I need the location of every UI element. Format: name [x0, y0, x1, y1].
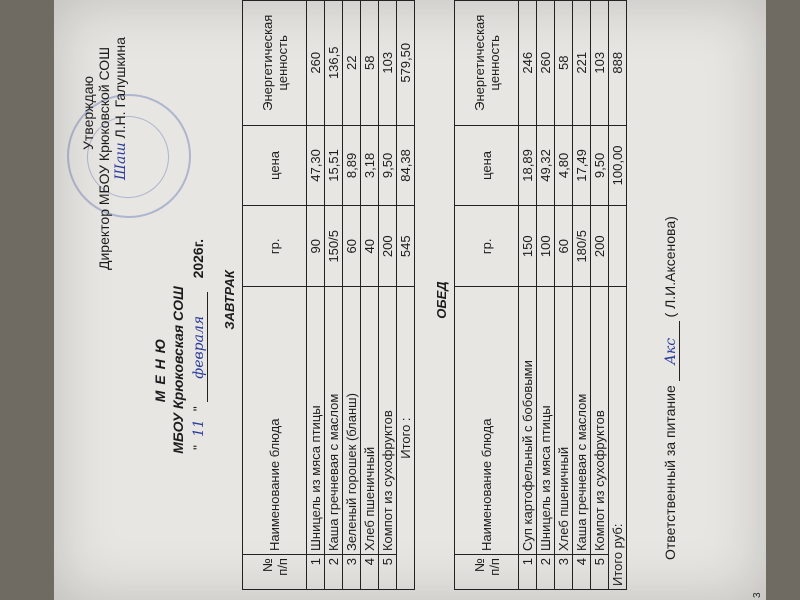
table-cell: 136,5: [325, 1, 343, 126]
total-cell: [609, 206, 627, 287]
table-cell: 1: [519, 555, 537, 590]
table-row: [555, 1, 573, 590]
date-year: 2026г.: [190, 238, 206, 279]
approval-line-3-wrap: [112, 0, 129, 270]
table-row: [343, 1, 361, 590]
approval-line-3: Л.Н. Галушкина: [112, 37, 128, 139]
date-quote-open: ": [190, 445, 206, 450]
table-cell: 2: [325, 555, 343, 590]
responsible-name: ( Л.И.Аксенова): [662, 216, 678, 318]
col-grams: гр.: [455, 206, 519, 287]
table-row: [519, 1, 537, 590]
total-cell: 100,00: [609, 125, 627, 206]
col-number: № п/п: [243, 555, 307, 590]
responsible-line: [662, 216, 680, 560]
date-month: февраля: [191, 292, 208, 402]
breakfast-table: [242, 0, 415, 590]
col-energy: Энергетическая ценность: [455, 1, 519, 126]
table-cell: Каша гречневая с маслом: [325, 287, 343, 555]
table-cell: 17,49: [573, 125, 591, 206]
col-energy: Энергетическая ценность: [243, 1, 307, 126]
table-cell: 100: [537, 206, 555, 287]
table-row: [325, 1, 343, 590]
table-cell: Компот из сухофруктов: [591, 287, 609, 555]
table-cell: 58: [555, 1, 573, 126]
table-cell: Шницель из мяса птицы: [307, 287, 325, 555]
table-row: [307, 1, 325, 590]
approval-block: [80, 0, 129, 270]
table-cell: 200: [591, 206, 609, 287]
table-cell: 221: [573, 1, 591, 126]
col-dish: Наименование блюда: [455, 287, 519, 555]
total-cell: 888: [609, 1, 627, 126]
col-grams: гр.: [243, 206, 307, 287]
table-row: [591, 1, 609, 590]
table-cell: 18,89: [519, 125, 537, 206]
school-name: МБОУ Крюковская СОШ: [170, 286, 186, 454]
table-cell: 180/5: [573, 206, 591, 287]
table-cell: 5: [591, 555, 609, 590]
lunch-table: [454, 0, 627, 590]
table-cell: 49,32: [537, 125, 555, 206]
col-number: № п/п: [455, 555, 519, 590]
table-cell: 9,50: [379, 125, 397, 206]
table-cell: 103: [379, 1, 397, 126]
table-cell: 90: [307, 206, 325, 287]
table-cell: 103: [591, 1, 609, 126]
table-cell: 260: [307, 1, 325, 126]
total-row: [609, 1, 627, 590]
table-cell: Компот из сухофруктов: [379, 287, 397, 555]
table-cell: 150/5: [325, 206, 343, 287]
col-price: цена: [455, 125, 519, 206]
table-cell: 58: [361, 1, 379, 126]
table-cell: 3,18: [361, 125, 379, 206]
table-row: [573, 1, 591, 590]
table-row: [379, 1, 397, 590]
col-dish: Наименование блюда: [243, 287, 307, 555]
breakfast-heading: ЗАВТРАК: [222, 270, 237, 330]
lunch-heading: ОБЕД: [434, 281, 449, 319]
paper-sheet: [54, 0, 766, 600]
total-label: Итого руб:: [609, 287, 627, 590]
table-cell: 200: [379, 206, 397, 287]
table-row: [361, 1, 379, 590]
total-label: Итого :: [397, 287, 415, 590]
table-cell: 2: [537, 555, 555, 590]
table-cell: 47,30: [307, 125, 325, 206]
page-number: 3: [752, 592, 763, 598]
table-cell: 5: [379, 555, 397, 590]
approval-line-2: Директор МБОУ Крюковской СОШ: [96, 46, 112, 270]
table-cell: Шницель из мяса птицы: [537, 287, 555, 555]
table-cell: 3: [555, 555, 573, 590]
total-cell: 84,38: [397, 125, 415, 206]
total-row: [397, 1, 415, 590]
menu-date: [190, 150, 208, 450]
responsible-signature: Акс: [663, 321, 680, 381]
table-cell: 40: [361, 206, 379, 287]
table-cell: 4: [361, 555, 379, 590]
total-cell: 579,50: [397, 1, 415, 126]
table-cell: 150: [519, 206, 537, 287]
table-cell: 22: [343, 1, 361, 126]
table-cell: 8,89: [343, 125, 361, 206]
table-cell: Хлеб пшеничный: [555, 287, 573, 555]
table-cell: 60: [555, 206, 573, 287]
table-cell: 246: [519, 1, 537, 126]
table-cell: 15,51: [325, 125, 343, 206]
col-price: цена: [243, 125, 307, 206]
responsible-label: Ответственный за питание: [662, 385, 678, 560]
total-cell: 545: [397, 206, 415, 287]
table-cell: 60: [343, 206, 361, 287]
date-day: 11: [191, 419, 207, 438]
table-cell: Суп картофельный с бобовыми: [519, 287, 537, 555]
table-cell: Каша гречневая с маслом: [573, 287, 591, 555]
approval-line-1: Утверждаю: [80, 76, 96, 150]
director-signature: Шаш: [113, 142, 129, 180]
table-cell: 1: [307, 555, 325, 590]
menu-page: [62, 0, 762, 600]
table-cell: 260: [537, 1, 555, 126]
table-cell: 4: [573, 555, 591, 590]
table-cell: 3: [343, 555, 361, 590]
date-quote-close: ": [190, 406, 206, 412]
table-cell: 4,80: [555, 125, 573, 206]
table-cell: Хлеб пшеничный: [361, 287, 379, 555]
table-cell: 9,50: [591, 125, 609, 206]
table-cell: Зеленый горошек (бланш): [343, 287, 361, 555]
menu-title: М Е Н Ю: [152, 337, 168, 403]
table-row: [537, 1, 555, 590]
